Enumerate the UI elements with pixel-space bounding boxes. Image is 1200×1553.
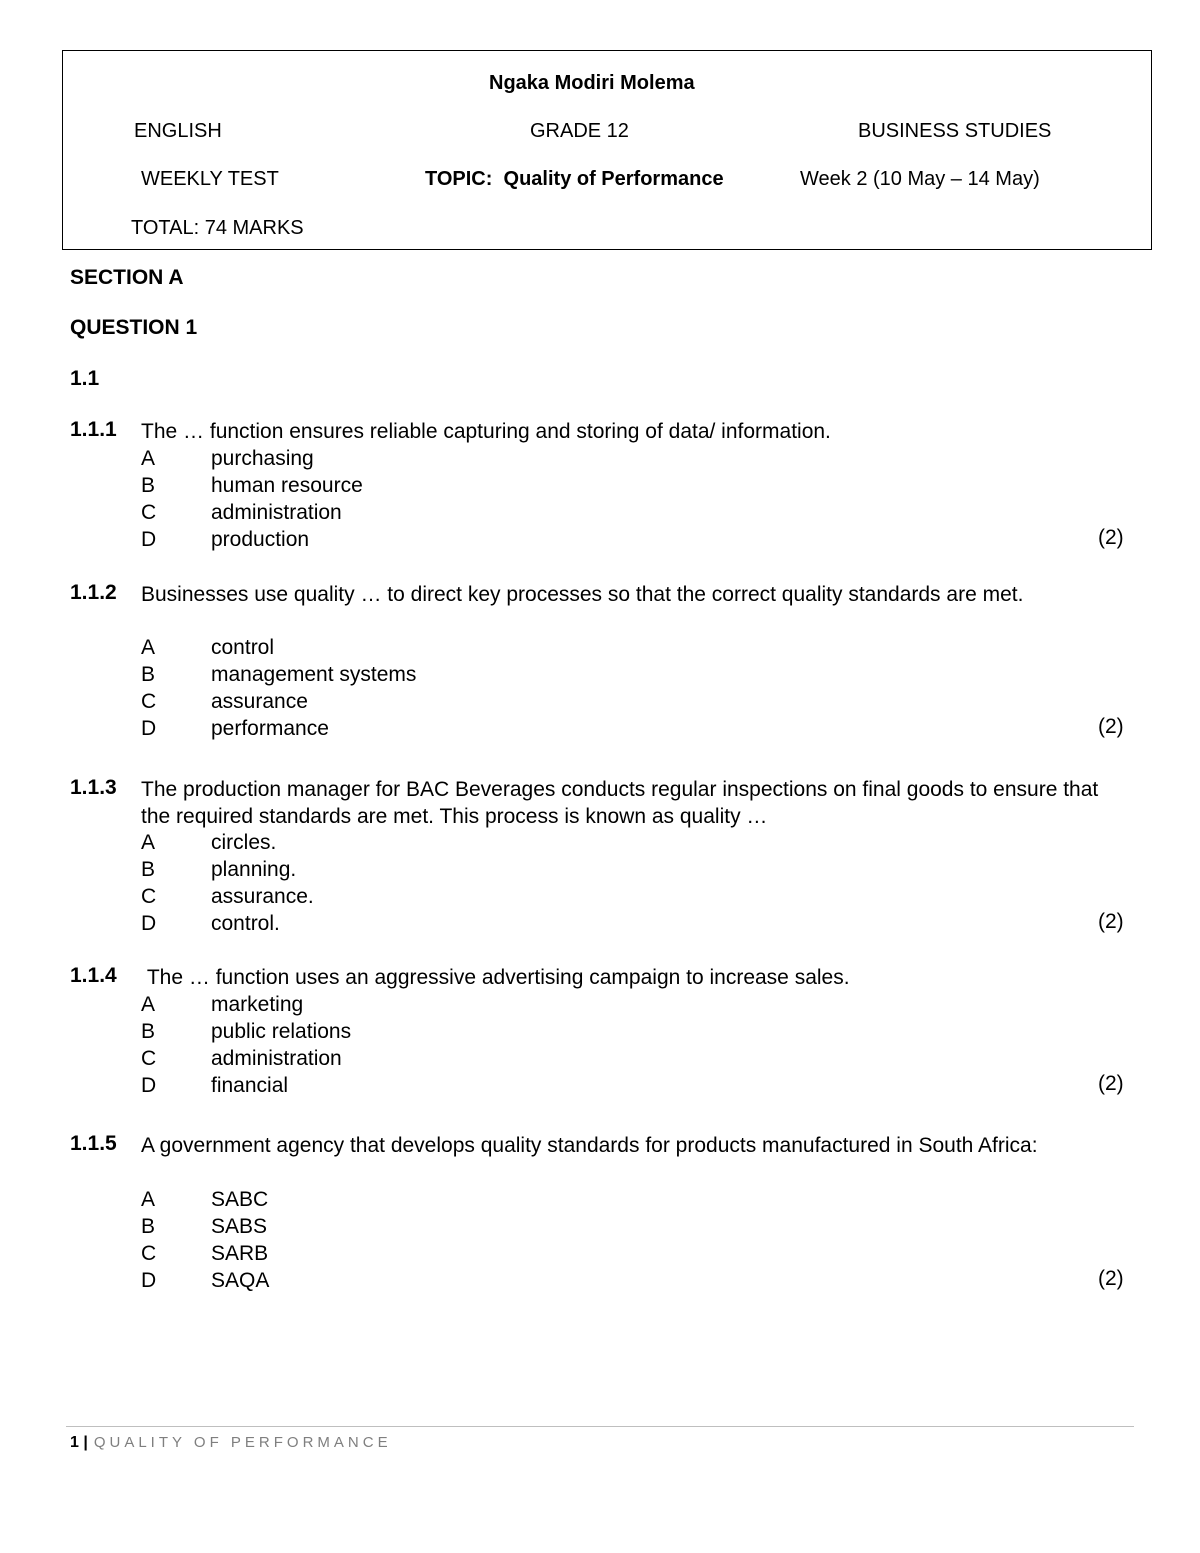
option-letter: D (141, 1074, 157, 1097)
option-text: administration (211, 1047, 342, 1070)
option-letter: C (141, 501, 157, 524)
total-marks: TOTAL: 74 MARKS (131, 217, 304, 239)
question-marks: (2) (1098, 910, 1124, 933)
language-label: ENGLISH (134, 120, 222, 142)
test-type-label: WEEKLY TEST (141, 168, 279, 190)
option-text: marketing (211, 993, 304, 1016)
option-letter: C (141, 1242, 157, 1265)
option-letter: A (141, 831, 156, 854)
option-text: SAQA (211, 1269, 270, 1292)
option-text: circles. (211, 831, 277, 854)
option-letter: B (141, 474, 156, 497)
option-letter: A (141, 993, 156, 1016)
question-stem: A government agency that develops quality standards for products manufactured in South Africa: (141, 1134, 1038, 1157)
question-number: 1.1.5 (70, 1132, 117, 1155)
page-footer (70, 1434, 392, 1452)
option-text: assurance (211, 690, 308, 713)
option-text: planning. (211, 858, 297, 881)
option-letter: B (141, 858, 156, 881)
subsection-number: 1.1 (70, 367, 100, 390)
option-letter: B (141, 1020, 156, 1043)
question-stem: The production manager for BAC Beverages conducts regular inspections on final goods to ensure that the required standards are met. This process is known as quality … (141, 778, 1105, 828)
question-heading: QUESTION 1 (70, 316, 198, 339)
question-stem: Businesses use quality … to direct key processes so that the correct quality standards are met. (141, 583, 1024, 606)
option-text: performance (211, 717, 329, 740)
option-text: purchasing (211, 447, 314, 470)
option-letter: D (141, 717, 157, 740)
section-heading: SECTION A (70, 266, 184, 289)
question-marks: (2) (1098, 1072, 1124, 1095)
question-stem: The … function ensures reliable capturing and storing of data/ information. (141, 420, 831, 443)
option-text: production (211, 528, 310, 551)
option-text: SABC (211, 1188, 269, 1211)
option-text: financial (211, 1074, 289, 1097)
option-text: public relations (211, 1020, 352, 1043)
question-stem: The … function uses an aggressive advertising campaign to increase sales. (141, 966, 850, 989)
week-label: Week 2 (10 May – 14 May) (800, 168, 1040, 190)
question-marks: (2) (1098, 526, 1124, 549)
option-letter: C (141, 1047, 157, 1070)
question-number: 1.1.1 (70, 418, 117, 441)
option-text: human resource (211, 474, 363, 497)
grade-label: GRADE 12 (530, 120, 629, 142)
question-number: 1.1.4 (70, 964, 117, 987)
footer-divider (66, 1426, 1134, 1427)
option-text: assurance. (211, 885, 314, 908)
page-number: 1 | (70, 1434, 88, 1451)
option-letter: D (141, 528, 157, 551)
option-text: control (211, 636, 275, 659)
option-text: administration (211, 501, 342, 524)
question-number: 1.1.3 (70, 776, 117, 799)
topic-label: TOPIC: Quality of Performance (425, 168, 724, 190)
option-text: SABS (211, 1215, 268, 1238)
option-letter: A (141, 636, 156, 659)
option-letter: D (141, 912, 157, 935)
question-marks: (2) (1098, 715, 1124, 738)
option-letter: C (141, 885, 157, 908)
question-number: 1.1.2 (70, 581, 117, 604)
school-name: Ngaka Modiri Molema (489, 72, 695, 94)
subject-label: BUSINESS STUDIES (858, 120, 1052, 142)
option-letter: C (141, 690, 157, 713)
option-letter: A (141, 1188, 156, 1211)
option-letter: A (141, 447, 156, 470)
option-text: SARB (211, 1242, 269, 1265)
footer-title: QUALITY OF PERFORMANCE (93, 1434, 392, 1451)
option-text: control. (211, 912, 280, 935)
option-letter: D (141, 1269, 157, 1292)
question-marks: (2) (1098, 1267, 1124, 1290)
option-letter: B (141, 663, 156, 686)
option-text: management systems (211, 663, 417, 686)
option-letter: B (141, 1215, 156, 1238)
